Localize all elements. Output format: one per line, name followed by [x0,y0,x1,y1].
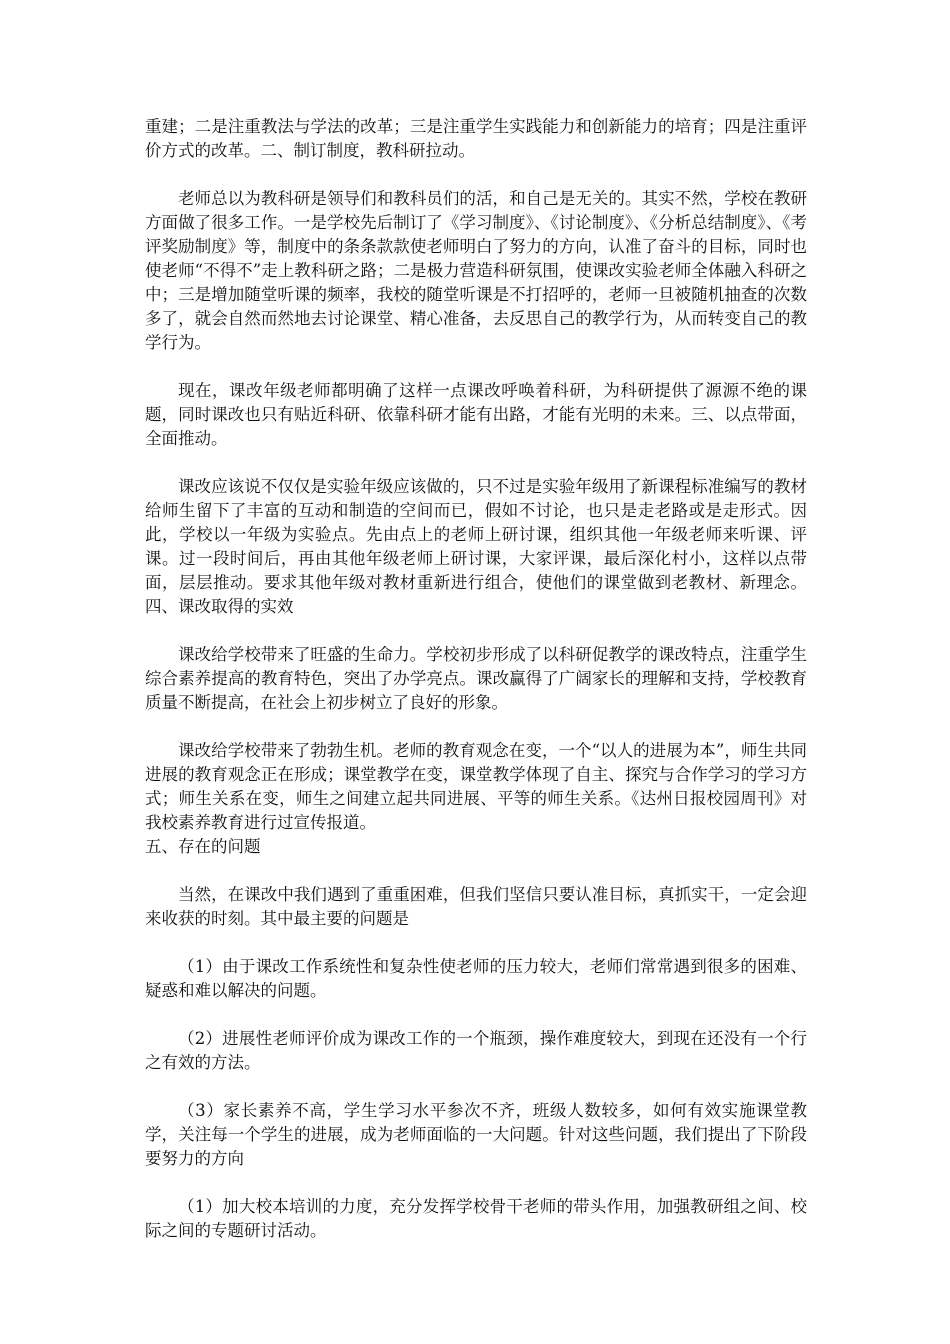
list-item-problem-3: （3）家长素养不高，学生学习水平参次不齐，班级人数较多，如何有效实施课堂教学，关注每一个学生的进展，成为老师面临的一大问题。针对这些问题，我们提出了下阶段要努力的方向 [145,1101,807,1168]
paragraph-vitality: 课改给学校带来了旺盛的生命力。学校初步形成了以科研促教学的课改特点，注重学生综合素养提高的教育特色，突出了办学亮点。课改赢得了广阔家长的理解和支持，学校教育质量不断提高，在社会上初步树立了良好的形象。 [145,645,807,712]
paragraph-vigor: 课改给学校带来了勃勃生机。老师的教育观念在变，一个“以人的进展为本”，师生共同进展的教育观念正在形成；课堂教学在变，课堂教学体现了自主、探究与合作学习的学习方式；师生关系在变，师生之间建立起共同进展、平等的师生关系。《达州日报校园周刊》对我校素养教育进行过宣传报道。 [145,741,807,832]
paragraph-research-future: 现在，课改年级老师都明确了这样一点课改呼唤着科研，为科研提供了源源不绝的课题，同时课改也只有贴近科研、依靠科研才能有出路，才能有光明的未来。三、以点带面，全面推动。 [145,381,807,448]
section-heading-problems: 五、存在的问题 [145,837,261,856]
paragraph-continuation: 重建；二是注重教法与学法的改革；三是注重学生实践能力和创新能力的培育；四是注重评价方式的改革。二、制订制度，教科研拉动。 [145,117,807,160]
list-item-direction-1: （1）加大校本培训的力度，充分发挥学校骨干老师的带头作用，加强教研组之间、校际之间的专题研讨活动。 [145,1197,807,1240]
paragraph-pilot-grade: 课改应该说不仅仅是实验年级应该做的，只不过是实验年级用了新课程标准编写的教材给师生留下了丰富的互动和制造的空间而已，假如不讨论，也只是走老路或是走形式。因此，学校以一年级为实验点。先由点上的老师上研讨课，组织其他一年级老师来听课、评课。过一段时间后，再由其他年级老师上研讨课，大家评课，最后深化村小，这样以点带面，层层推动。要求其他年级对教材重新进行组合，使他们的课堂做到老教材、新理念。四、课改取得的实效 [145,477,807,616]
paragraph-research-system: 老师总以为教科研是领导们和教科员们的活，和自己是无关的。其实不然，学校在教研方面做了很多工作。一是学校先后制订了《学习制度》、《讨论制度》、《分析总结制度》、《考评奖励制度》等，制度中的条条款款使老师明白了努力的方向，认准了奋斗的目标，同时也使老师“不得不”走上教科研之路；二是极力营造科研氛围，使课改实验老师全体融入科研之中；三是增加随堂听课的频率，我校的随堂听课是不打招呼的，老师一旦被随机抽查的次数多了，就会自然而然地去讨论课堂、精心准备，去反思自己的教学行为，从而转变自己的教学行为。 [145,189,807,352]
document-body [145,115,807,1267]
list-item-problem-2: （2）进展性老师评价成为课改工作的一个瓶颈，操作难度较大，到现在还没有一个行之有效的方法。 [145,1029,807,1072]
paragraph-difficulties: 当然，在课改中我们遇到了重重困难，但我们坚信只要认准目标，真抓实干，一定会迎来收获的时刻。其中最主要的问题是 [145,885,807,928]
list-item-problem-1: （1）由于课改工作系统性和复杂性使老师的压力较大，老师们常常遇到很多的困难、疑惑和难以解决的问题。 [145,957,807,1000]
